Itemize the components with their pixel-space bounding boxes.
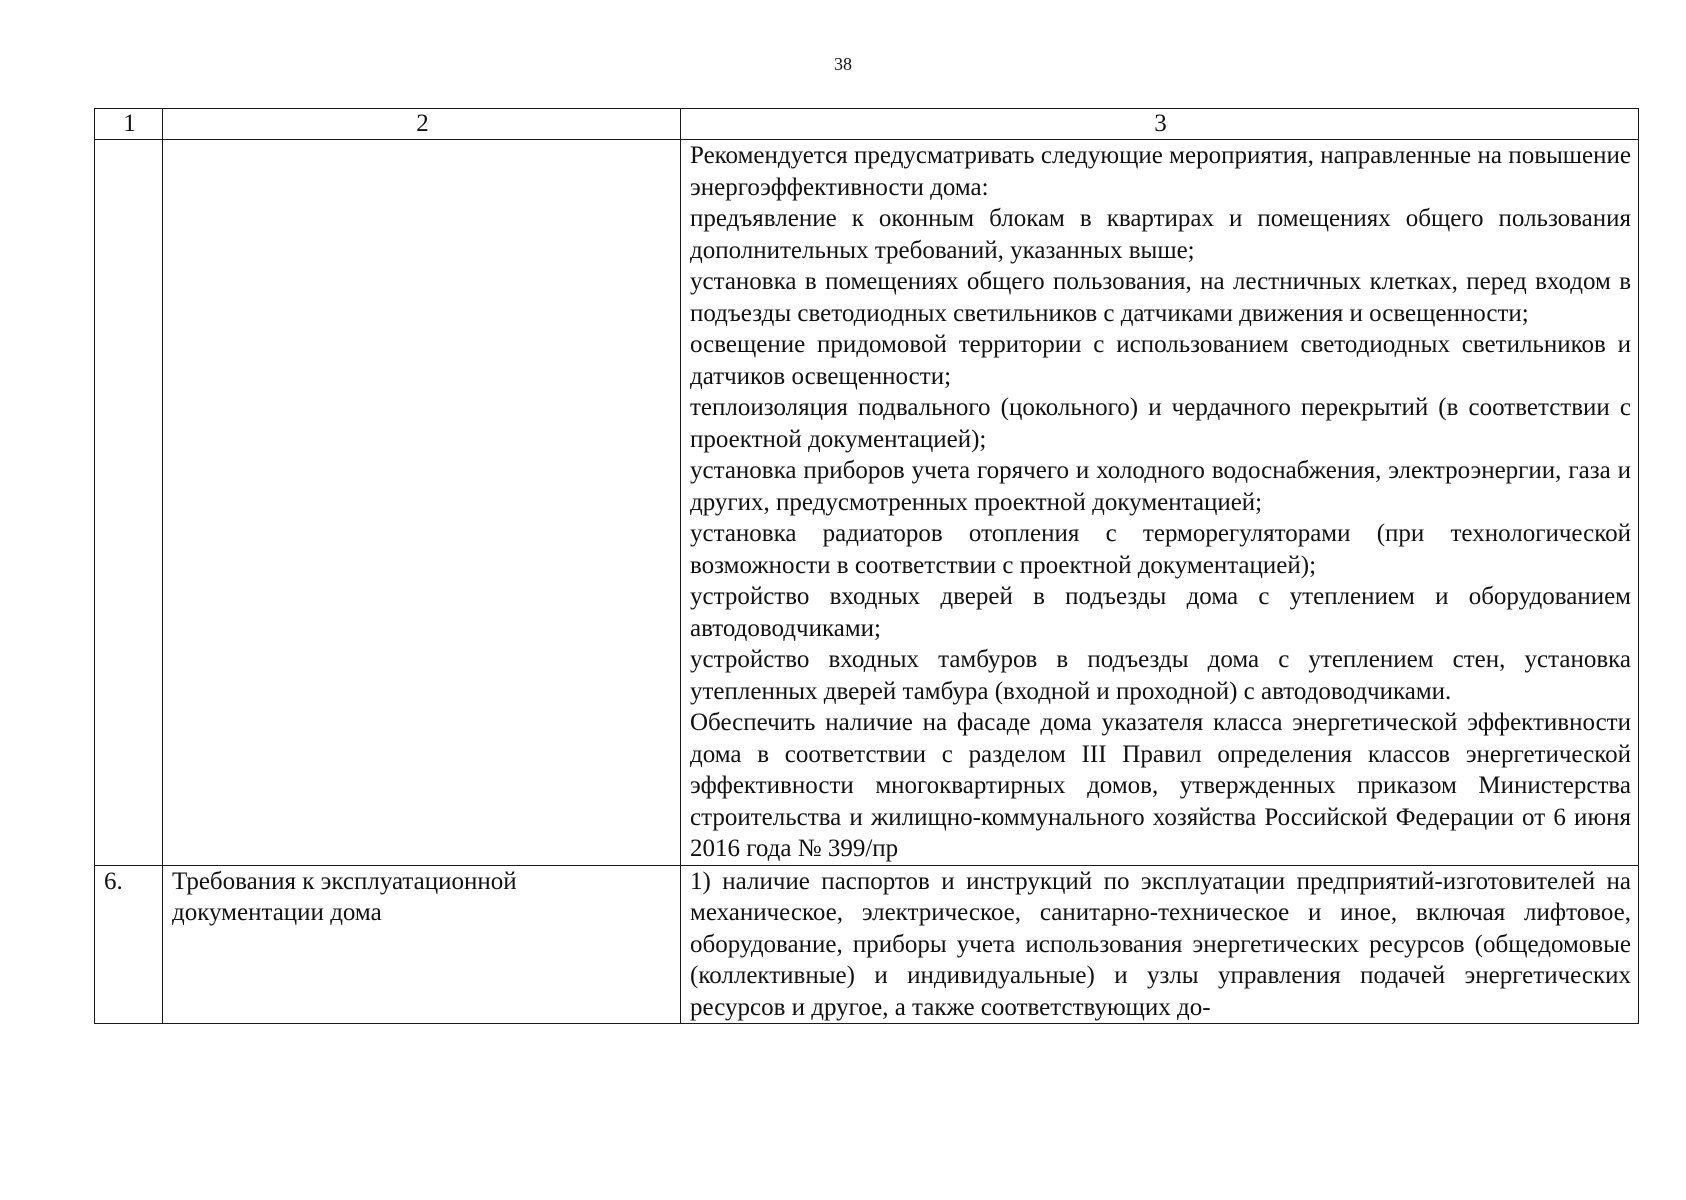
- content-paragraph: освещение придомовой территории с использованием светодиодных светильников и датчиков освещенности;: [690, 331, 1631, 390]
- column-header-1: 1: [95, 109, 163, 140]
- content-paragraph: установка приборов учета горячего и холодного водоснабжения, электроэнергии, газа и других, предусмотренных проектной документацией;: [690, 457, 1631, 516]
- requirements-table: [94, 108, 1639, 1024]
- content-paragraph: устройство входных дверей в подъезды дома с утеплением и оборудованием автодоводчиками;: [690, 583, 1631, 642]
- table-row: [95, 140, 1639, 866]
- content-paragraph: устройство входных тамбуров в подъезды дома с утеплением стен, установка утепленных дверей тамбура (входной и проходной) с автодоводчиками.: [690, 646, 1631, 705]
- content-paragraph: установка в помещениях общего пользования, на лестничных клетках, перед входом в подъезды светодиодных светильников с датчиками движения и освещенности;: [690, 268, 1631, 327]
- requirement-cell: [163, 865, 681, 1024]
- content-paragraph: 1) наличие паспортов и инструкций по эксплуатации предприятий-изготовителей на механическое, электрическое, санитарно-техническое и иное, включая лифтовое, оборудование, приборы учета использования энергетических ресурсов (общедомовые (коллективные) и индивидуальные) и узлы управления подачей энергетических ресурсов и другое, а также соответствующих до-: [690, 867, 1631, 1021]
- content-paragraph: установка радиаторов отопления с терморегуляторами (при технологической возможности в соответствии с проектной документацией);: [690, 520, 1631, 579]
- content-paragraph: теплоизоляция подвального (цокольного) и чердачного перекрытий (в соответствии с проектной документацией);: [690, 394, 1631, 453]
- row-number: 6.: [104, 867, 123, 895]
- content-cell: [681, 865, 1639, 1024]
- content-paragraph: Обеспечить наличие на фасаде дома указателя класса энергетической эффективности дома в соответствии с разделом III Правил определения классов энергетической эффективности многоквартирных домов, утвержденных приказом Министерства строительства и жилищно-коммунального хозяйства Российской Федерации от 6 июня 2016 года № 399/пр: [690, 709, 1631, 862]
- page-number: 38: [834, 54, 852, 74]
- table-header-row: [95, 109, 1639, 140]
- column-header-3: 3: [681, 109, 1639, 140]
- column-header-2: 2: [163, 109, 681, 140]
- requirement-cell: [163, 140, 681, 866]
- row-number-cell: [95, 865, 163, 1024]
- content-cell: [681, 140, 1639, 866]
- content-paragraph: Рекомендуется предусматривать следующие мероприятия, направленные на повышение энергоэффективности дома:: [690, 142, 1631, 201]
- requirement-text: Требования к эксплуатационной документации дома: [172, 867, 517, 926]
- content-paragraph: предъявление к оконным блокам в квартирах и помещениях общего пользования дополнительных требований, указанных выше;: [690, 205, 1631, 264]
- table-row: [95, 865, 1639, 1024]
- row-number-cell: [95, 140, 163, 866]
